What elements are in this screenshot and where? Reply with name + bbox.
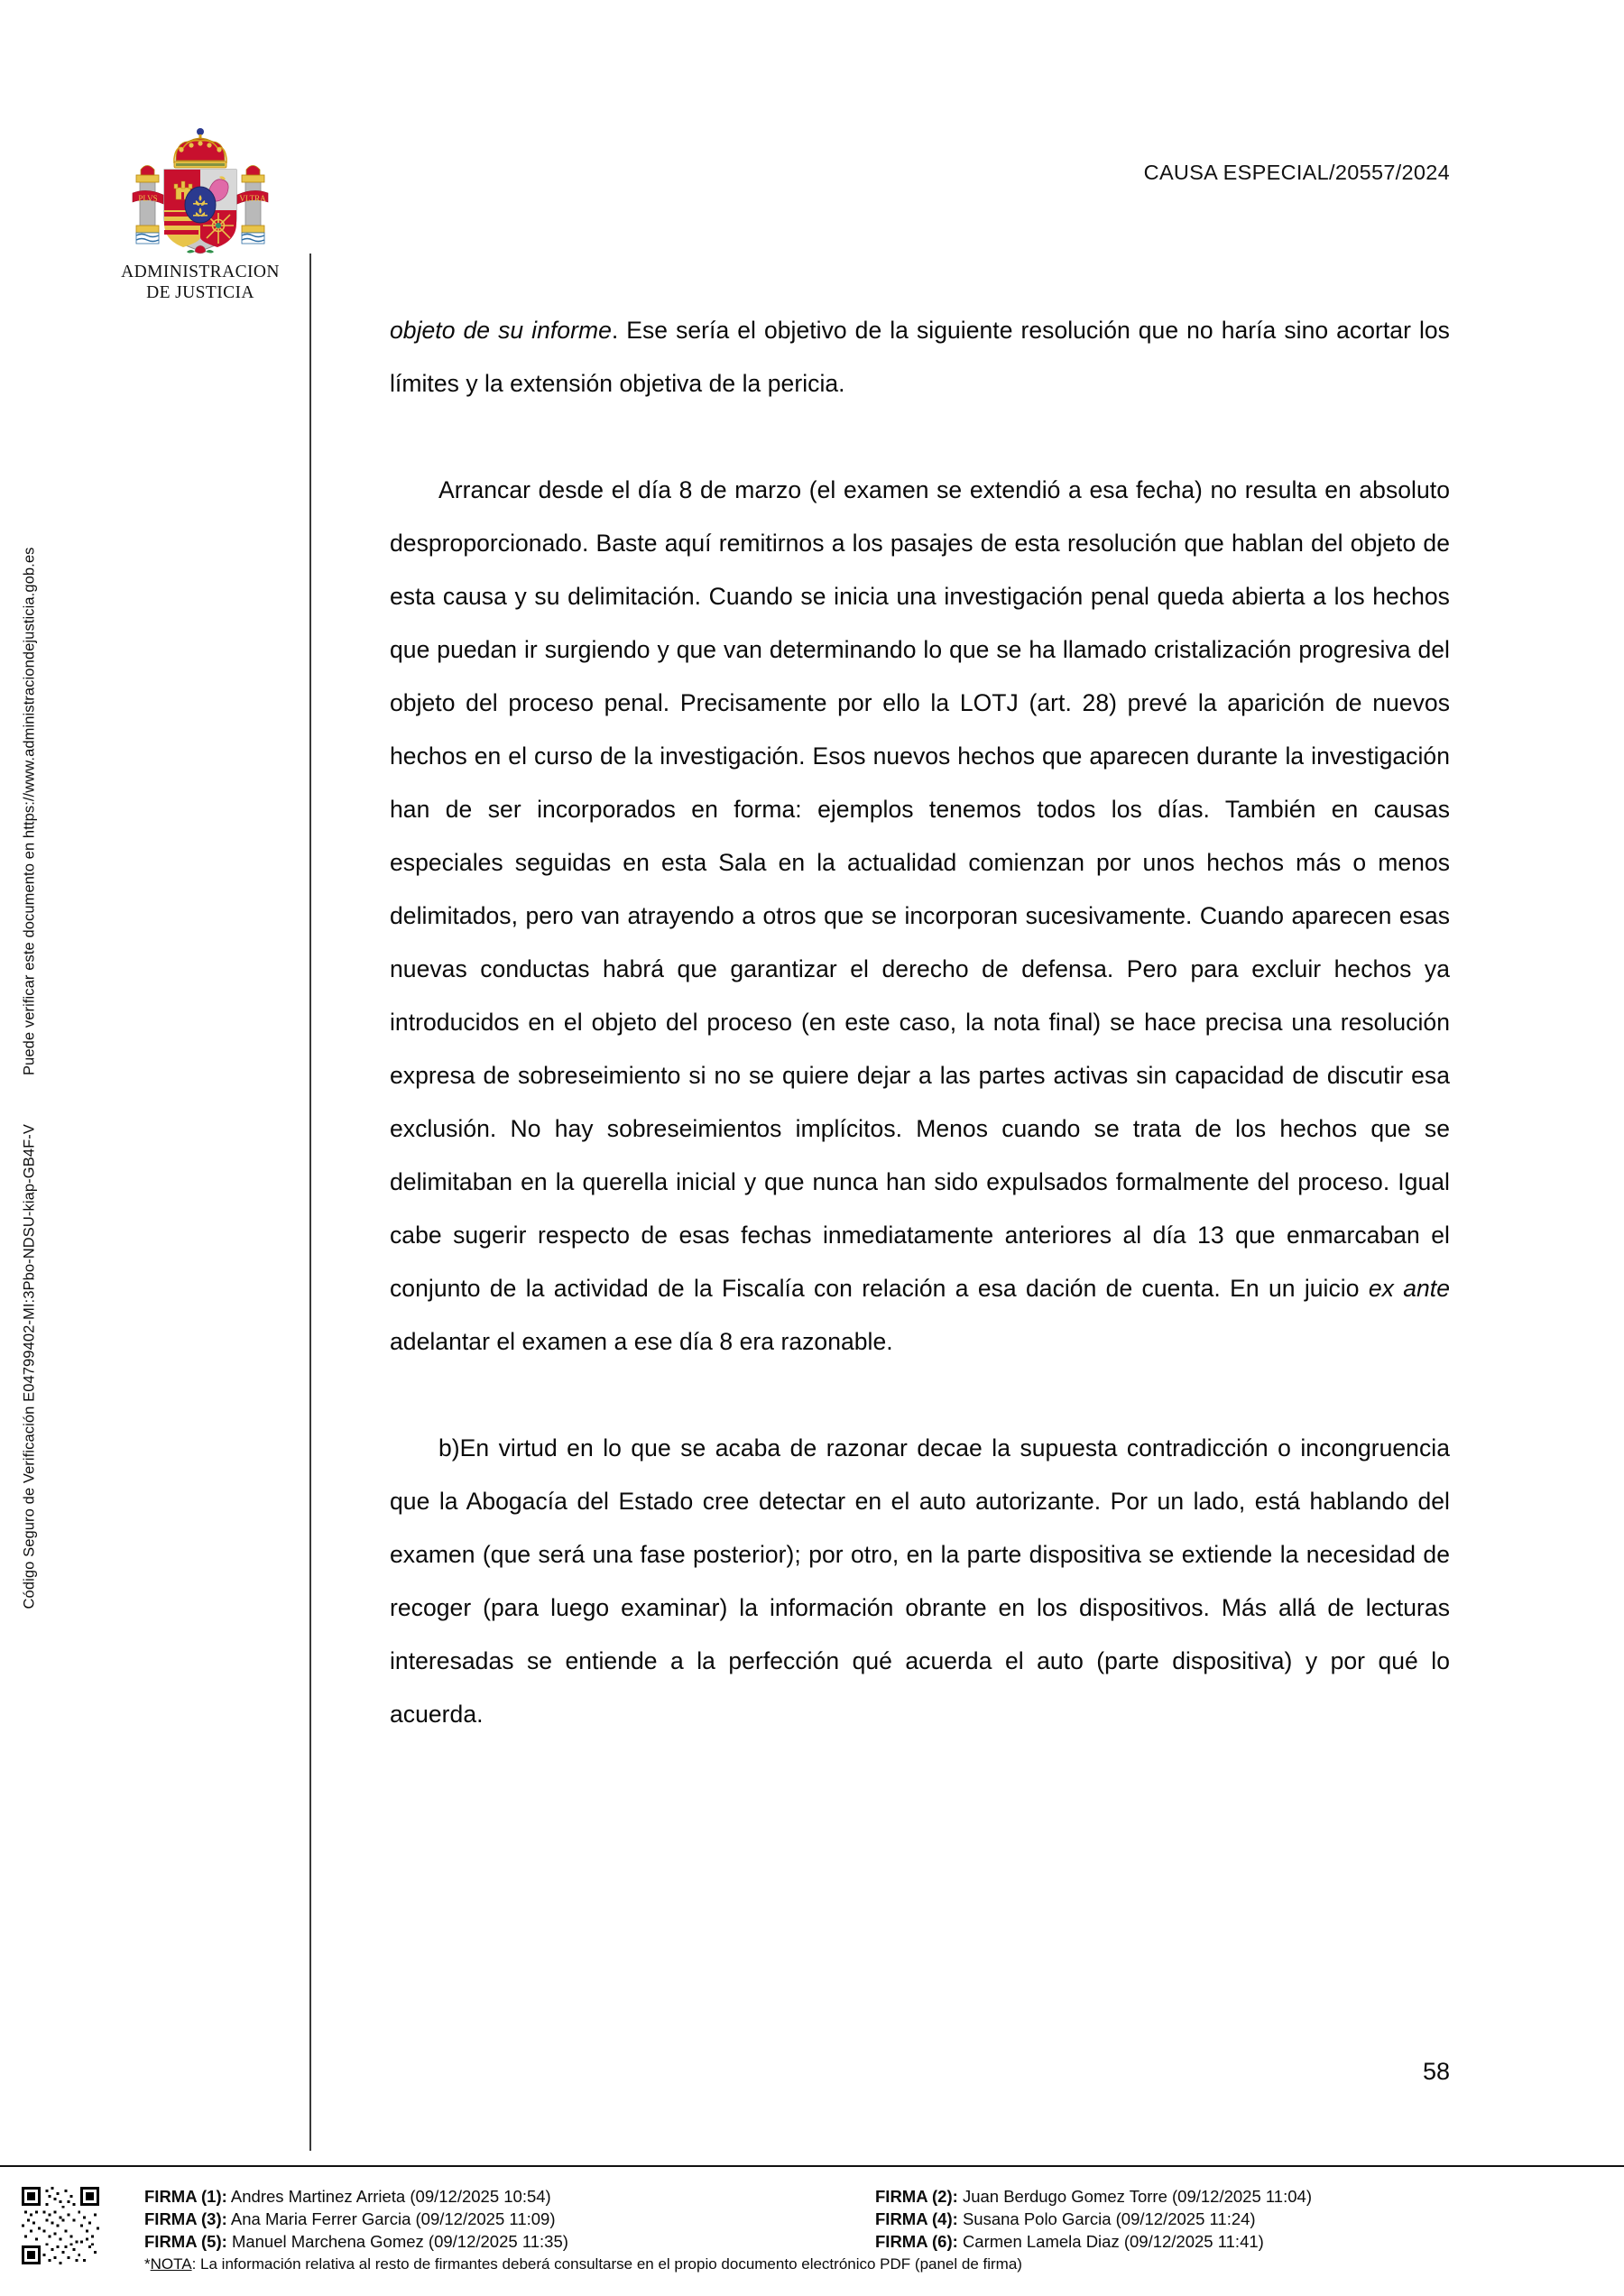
signature-label: FIRMA (3): <box>144 2209 227 2228</box>
signature-value: Andres Martinez Arrieta (09/12/2025 10:54) <box>230 2187 551 2206</box>
signature-value: Ana Maria Ferrer Garcia (09/12/2025 11:09) <box>230 2209 556 2228</box>
paragraph-1-rest: . Ese sería el objetivo de la siguiente resolución que no haría sino acortar los límites y la extensión objetiva de la pericia. <box>390 317 1450 397</box>
note-text: : La información relativa al resto de firmantes deberá consultarse en el propio documento electrónico PDF (panel de firma) <box>191 2255 1022 2273</box>
paragraph-b: b)En virtud en lo que se acaba de razonar decae la supuesta contradicción o incongruencia que la Abogacía del Estado cree detectar en el auto autorizante. Por un lado, está hablando del examen (que será una fase posterior); por otro, en la parte dispositiva se extiende la necesidad de recoger (para luego examinar) la información obrante en los dispositivos. Más allá de lecturas interesadas se entiende a la perfección qué acuerda el auto (parte dispositiva) y por qué lo acuerda. <box>390 1434 1450 1728</box>
paragraph-continuation <box>390 304 1450 410</box>
verify-url-text: Puede verificar este documento en https://www.administraciondejusticia.gob.es <box>21 547 38 1076</box>
paragraph-arrancar <box>390 464 1450 1369</box>
paragraph-2-text: Arrancar desde el día 8 de marzo (el examen se extendió a esa fecha) no resulta en absoluto desproporcionado. Baste aquí remitirnos a los pasajes de esta resolución que hablan del objeto de esta causa y su delimitación. Cuando se inicia una investigación penal queda abierta a los hechos que puedan ir surgiendo y que van determinando lo que se ha llamado cristalización progresiva del objeto del proceso penal. Precisamente por ello la LOTJ (art. 28) prevé la aparición de nuevos hechos en el curso de la investigación. Esos nuevos hechos que aparecen durante la investigación han de ser incorporados en forma: ejemplos tenemos todos los días. También en causas especiales seguidas en esta Sala en la actualidad comienzan por unos hechos más o menos delimitados, pero van atrayendo a otros que se incorporan sucesivamente. Cuando aparecen esas nuevas conductas habrá que garantizar el derecho de defensa. Pero para excluir hechos ya introducidos en el objeto del proceso (en este caso, la nota final) se hace precisa una resolución expresa de sobreseimiento si no se quiere dejar a las partes activas sin capacidad de discutir esa exclusión. No hay sobreseimientos implícitos. Menos cuando se trata de los hechos que se delimitaban en la querella inicial y que nunca han sido expulsados formalmente del proceso. Igual cabe sugerir respecto de esas fechas inmediatamente anteriores al día 13 que enmarcaban el conjunto de la actividad de la Fiscalía con relación a esa dación de cuenta. En un juicio <box>390 476 1450 1302</box>
qr-code-icon <box>22 2187 99 2264</box>
signature-value: Juan Berdugo Gomez Torre (09/12/2025 11:04) <box>962 2187 1312 2206</box>
signature-label: FIRMA (4): <box>875 2209 958 2228</box>
footer-note <box>144 2255 1022 2273</box>
signature-footer <box>0 2169 1624 2295</box>
document-body <box>390 304 1450 1741</box>
svg-text:VLTRA: VLTRA <box>239 194 266 203</box>
page-number: 58 <box>1422 2058 1450 2085</box>
signature-entry <box>144 2230 875 2253</box>
margin-divider <box>309 254 311 2151</box>
signature-value: Susana Polo Garcia (09/12/2025 11:24) <box>962 2209 1256 2228</box>
signature-label: FIRMA (6): <box>875 2232 958 2251</box>
signature-entry <box>144 2185 875 2208</box>
emblem-caption-line2: DE JUSTICIA <box>146 282 254 302</box>
paragraph-2-tail: adelantar el examen a ese día 8 era razonable. <box>390 1328 893 1355</box>
signature-value: Manuel Marchena Gomez (09/12/2025 11:35) <box>231 2232 568 2251</box>
signature-label: FIRMA (1): <box>144 2187 227 2206</box>
signature-entry <box>875 2230 1606 2253</box>
csv-code-text: Código Seguro de Verificación E04799402-MI:3Pbo-NDSU-kiap-GB4F-V <box>21 1124 38 1609</box>
svg-text:PLVS: PLVS <box>138 194 158 203</box>
verification-sidebar-text <box>22 548 39 1609</box>
note-asterisk: * <box>144 2255 151 2273</box>
signature-list <box>144 2185 1606 2253</box>
signature-label: FIRMA (2): <box>875 2187 958 2206</box>
signature-entry <box>875 2208 1606 2230</box>
italic-phrase-objeto: objeto de su informe <box>390 317 612 344</box>
signature-label: FIRMA (5): <box>144 2232 227 2251</box>
signature-entry <box>875 2185 1606 2208</box>
signature-value: Carmen Lamela Diaz (09/12/2025 11:41) <box>962 2232 1264 2251</box>
note-label: NOTA <box>150 2255 192 2273</box>
paragraph-spacer <box>390 410 1450 464</box>
emblem-caption-line1: ADMINISTRACION <box>121 263 280 281</box>
verification-sidebar <box>0 0 60 2156</box>
paragraph-spacer <box>390 1369 1450 1422</box>
signature-entry <box>144 2208 875 2230</box>
italic-phrase-ex-ante: ex ante <box>1368 1275 1450 1302</box>
case-reference-header: CAUSA ESPECIAL/20557/2024 <box>1143 161 1450 184</box>
emblem-caption <box>106 263 294 303</box>
footer-divider <box>0 2165 1624 2167</box>
coat-of-arms-block <box>106 124 294 303</box>
coat-of-arms-icon <box>120 124 281 260</box>
